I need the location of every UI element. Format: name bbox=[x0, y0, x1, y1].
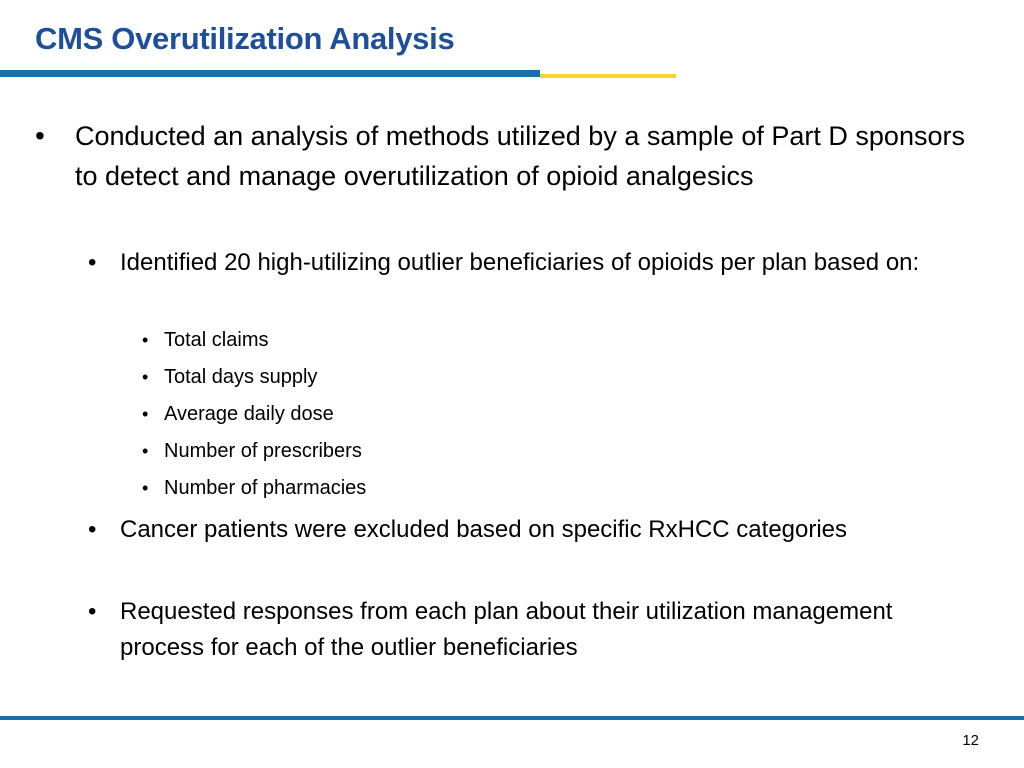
bullet-text: Requested responses from each plan about their utilization management process for each of the outlier beneficiaries bbox=[120, 598, 893, 661]
bullet-level3 bbox=[142, 364, 864, 390]
bullet-marker: • bbox=[88, 598, 97, 625]
bullet-text: Total claims bbox=[164, 329, 269, 351]
bullet-level1 bbox=[35, 116, 995, 196]
bullet-marker: • bbox=[142, 478, 149, 498]
slide-title: CMS Overutilization Analysis bbox=[35, 21, 455, 56]
bullet-text: Total days supply bbox=[164, 366, 318, 388]
bullet-text: Identified 20 high-utilizing outlier beneficiaries of opioids per plan based on: bbox=[120, 249, 920, 276]
bullet-marker: • bbox=[35, 120, 45, 151]
bullet-level3 bbox=[142, 438, 864, 464]
bullet-level3 bbox=[142, 327, 864, 353]
footer-rule bbox=[0, 716, 1024, 720]
bullet-marker: • bbox=[88, 249, 97, 276]
bullet-level2 bbox=[88, 594, 960, 666]
bullet-marker: • bbox=[142, 367, 149, 387]
bullet-level3 bbox=[142, 475, 864, 501]
bullet-text: Cancer patients were excluded based on specific RxHCC categories bbox=[120, 516, 848, 543]
bullet-text: Conducted an analysis of methods utilized by a sample of Part D sponsors to detect and manage overutilization of opioid analgesics bbox=[75, 121, 965, 191]
bullet-marker: • bbox=[88, 516, 97, 543]
bullet-text: Average daily dose bbox=[164, 403, 334, 425]
bullet-marker: • bbox=[142, 441, 149, 461]
bullet-text: Number of pharmacies bbox=[164, 477, 367, 499]
bullet-marker: • bbox=[142, 404, 149, 424]
bullet-text: Number of prescribers bbox=[164, 440, 362, 462]
bullet-level3 bbox=[142, 401, 864, 427]
page-number: 12 bbox=[962, 732, 979, 749]
bullet-marker: • bbox=[142, 330, 149, 350]
bullet-level2 bbox=[88, 512, 960, 548]
bullet-level2 bbox=[88, 245, 960, 281]
